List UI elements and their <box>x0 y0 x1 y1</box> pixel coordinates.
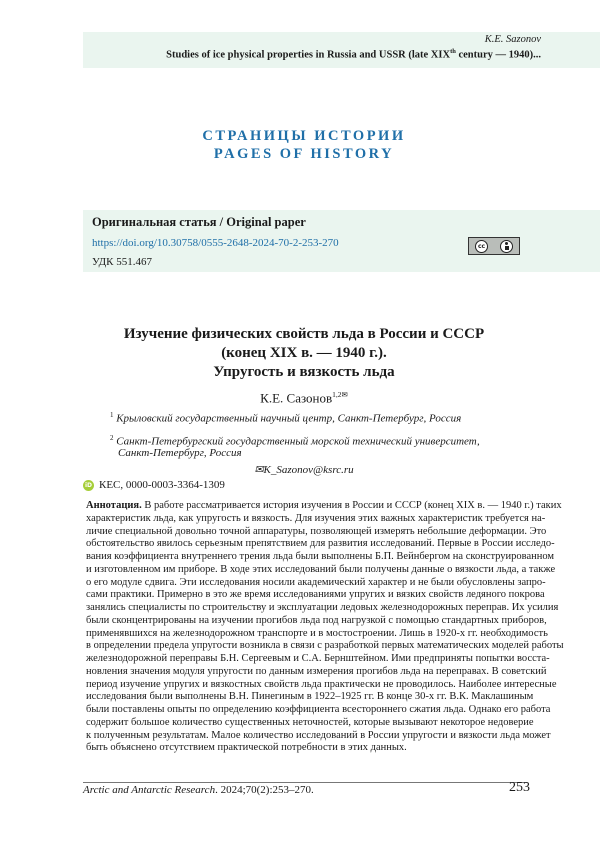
affiliation-2-number: 2 <box>110 434 114 442</box>
running-head-title <box>166 48 541 61</box>
abstract-line: в определении предела упругости возникла в связи с разработкой первых математических моделей работы <box>86 640 564 652</box>
abstract-line: занялись специалисты по строительству и эксплуатации ледовых железнодорожных переправ. Их усилия <box>86 602 559 613</box>
email-link[interactable]: ✉K_Sazonov@ksrc.ru <box>254 464 354 476</box>
abstract-line: железнодорожной переправы Б.Н. Сергеевым и С.А. Бернштейном. Ими предприняты попытки восста- <box>86 653 550 664</box>
abstract-line: и изготовленном им приборе. В ходе этих исследований были получены данные о вязкости льда, а также <box>86 563 556 575</box>
page-number: 253 <box>509 780 530 795</box>
author-name: К.Е. Сазонов <box>260 390 333 406</box>
abstract-line: исследования были выполнены В.Н. Пинегиным в 1922–1925 гг. В конце 30-х гг. В.К. Маклашиным <box>86 691 534 703</box>
by-icon <box>500 240 513 253</box>
footer-rule <box>83 782 527 783</box>
abstract-line: характеристик льда, как упругость и вязкость. Для изучения этих важных характеристик требуется на- <box>86 512 546 524</box>
abstract-line: быть объяснено отсутствием практической потребности в этих данных. <box>86 742 407 754</box>
affiliation-1-text: Крыловский государственный научный центр, Санкт-Петербург, Россия <box>116 412 462 425</box>
article-title-line-3: Упругость и вязкость льда <box>213 364 395 380</box>
affiliation-1 <box>110 408 461 427</box>
author-line <box>83 390 525 406</box>
abstract <box>86 500 564 755</box>
abstract-line: применявшихся на железнодорожном транспорте и в мостостроении. Лишь в 1920-х гг. необходимость <box>86 627 548 639</box>
orcid-text: КЕС, 0000-0003-3364-1309 <box>99 479 225 491</box>
author-affiliation-marks: 1,2✉ <box>332 390 348 399</box>
abstract-line: к полученным результатам. Малое количество исследований в России упругости и вязкости льда может <box>86 729 551 741</box>
abstract-line: были поставлены опыты по определению коэффициента всестороннего сжатия льда. Однако его работа <box>86 704 551 715</box>
abstract-label: Аннотация. <box>86 500 142 511</box>
section-title-ru: СТРАНИЦЫ ИСТОРИИ <box>202 128 406 144</box>
cc-by-license-badge[interactable] <box>468 237 520 255</box>
affiliation-2-text-line-1: Санкт-Петербургский государственный морской технический университет, <box>116 435 480 448</box>
abstract-line: были сконцентрированы на изучении прогибов льда под нагрузкой с помощью стандартных приборов, <box>86 614 547 626</box>
article-title-line-1: Изучение физических свойств льда в России и СССР <box>123 326 485 342</box>
affiliation-2-text-line-2: Санкт-Петербург, Россия <box>118 447 242 459</box>
running-head-author: K.E. Sazonov <box>484 34 541 45</box>
udk-code: УДК 551.467 <box>92 256 153 268</box>
journal-citation <box>83 784 314 796</box>
abstract-line-text: В работе рассматривается история изучения в России и СССР (конец XIX в. — 1940 г.) таких <box>141 500 562 511</box>
abstract-line: личие специальной довольно точной аппаратуры, позволяющей измерять небольшие деформации. Это <box>86 525 547 537</box>
abstract-line: период изучение упругих и вязкостных свойств льда практически не проводилось. Наиболее интересные <box>86 678 557 690</box>
journal-name: Arctic and Antarctic Research <box>83 784 216 796</box>
running-head-title-main: Studies of ice physical properties in Russia and USSR (late XIX <box>166 49 451 61</box>
orcid-icon[interactable]: iD <box>84 481 93 489</box>
abstract-line: сами практики. Примерно в это же время исследованиями упругих и вязких свойств ледяного покрова <box>86 589 545 601</box>
abstract-line: обстоятельство явилось серьезным препятствием для развития исследований. Первые в России исследо- <box>86 538 555 550</box>
abstract-line: содержит большое количество существенных неточностей, которые вызывают некоторое недоверие <box>86 716 534 728</box>
paper-type: Оригинальная статья / Original paper <box>92 215 306 229</box>
affiliation-1-number: 1 <box>110 411 114 419</box>
abstract-line: вания коэффициента внутреннего трения льда были выполнены Б.П. Вейнбергом на сконструированном <box>86 551 555 562</box>
orcid-line <box>83 479 225 491</box>
journal-volume: . 2024;70(2):253–270. <box>215 784 314 796</box>
doi-link[interactable]: https://doi.org/10.30758/0555-2648-2024-70-2-253-270 <box>92 237 339 249</box>
abstract-line: о его модуле сдвига. Эти исследования носили академический характер и не были обусловлены запро- <box>86 576 546 588</box>
abstract-line <box>86 500 562 513</box>
abstract-line: новления значения модуля упругости по данным измерения прогибов льда на переправах. В советский <box>86 665 547 677</box>
article-title-line-2: (конец XIX в. — 1940 г.). <box>221 345 387 361</box>
running-head-title-end: century — 1940)... <box>455 49 541 61</box>
cc-icon: cc <box>475 240 488 253</box>
section-title-en: PAGES OF HISTORY <box>213 146 395 162</box>
running-head-title-sup: th <box>450 48 456 55</box>
